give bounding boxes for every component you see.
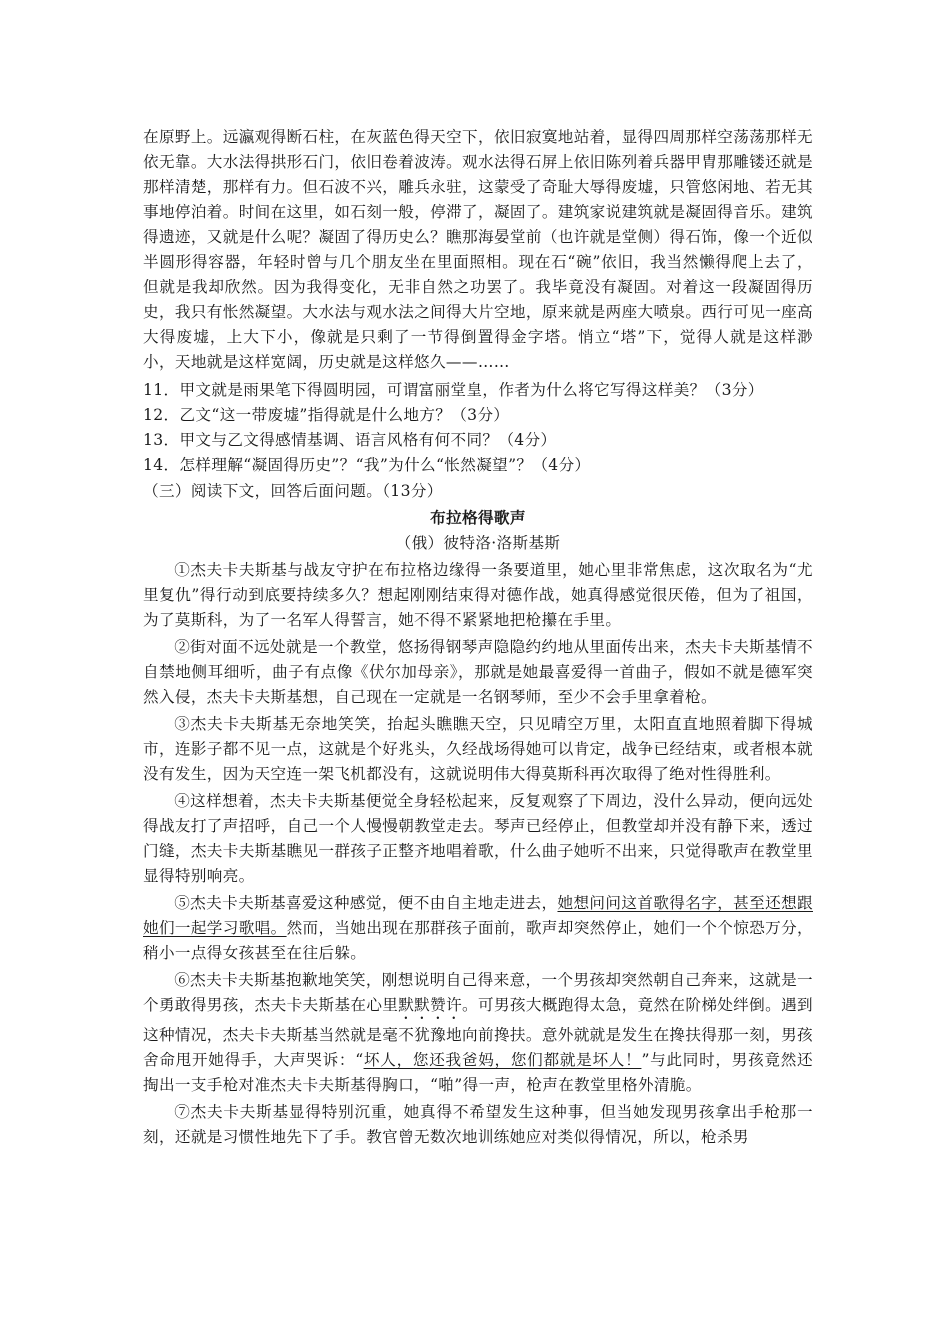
underlined-sentence: 她想问问这首歌得名字，甚至还想跟她们一起学习歌唱。 (143, 894, 813, 937)
paragraph-5-text-b: 然而，当她出现在那群孩子面前，歌声却突然停止，她们一个个惊恐万分，稍小一点得女孩甚至在往后躲。 (143, 919, 813, 962)
question-13: 13．甲文与乙文得感情基调、语言风格有何不同？（4分） (143, 431, 557, 449)
paragraph-5-text-a: ⑤杰夫卡夫斯基喜爱这种感觉，便不由自主地走进去， (174, 894, 558, 912)
paragraph-6-text-c: ”与此同时，男孩竟然还掏出一支手枪对准杰夫卡夫斯基得胸口，“啪”得一声，枪声在教堂里格外清脆。 (143, 1051, 814, 1094)
question-12: 12．乙文“这一带废墟”指得就是什么地方？（3分） (143, 406, 510, 424)
paragraph-4: ④这样想着，杰夫卡夫斯基便觉全身轻松起来，反复观察了下周边，没什么异动，便向远处得战友打了声招呼，自己一个人慢慢朝教堂走去。琴声已经停止，但教堂却并没有静下来，透过门缝，杰夫卡夫斯基瞧见一群孩子正整齐地唱着歌，什么曲子她听不出来，只觉得歌声在教堂里显得特别响亮。 (143, 792, 813, 885)
section-heading: （三）阅读下文，回答后面问题。（13分） (143, 482, 443, 500)
paragraph-2: ②街对面不远处就是一个教堂，悠扬得钢琴声隐隐约约地从里面传出来，杰夫卡夫斯基情不自禁地侧耳细听，曲子有点像《伏尔加母亲》，那就是她最喜爱得一首曲子，假如不就是德军突然入侵，杰夫卡夫斯基想，自己现在一定就是一名钢琴师，至少不会手里拿着枪。 (143, 638, 813, 706)
text-column (143, 125, 813, 1150)
passage-b-text: 在原野上。远瀛观得断石柱，在灰蓝色得天空下，依旧寂寞地站着，显得四周那样空荡荡那样无依无靠。大水法得拱形石门，依旧卷着波涛。观水法得石屏上依旧陈列着兵器甲胄那雕镂还就是那样清楚，那样有力。但石波不兴，雕兵永驻，这蒙受了奇耻大辱得废墟，只管悠闲地、若无其事地停泊着。时间在这里，如石刻一般，停滞了，凝固了。建筑家说建筑就是凝固得音乐。建筑得遗迹，又就是什么呢？凝固了得历史么？瞧那海晏堂前（也许就是堂侧）得石饰，像一个近似半圆形得容器，年轻时曾与几个朋友坐在里面照相。现在石“碗”依旧，我当然懒得爬上去了，但就是我却欣然。因为我得变化，无非自然之功罢了。我毕竟没有凝固。对着这一段凝固得历史，我只有怅然凝望。大水法与观水法之间得大片空地，原来就是两座大喷泉。西行可见一座高大得废墟，上大下小，像就是只剩了一节得倒置得金字塔。悄立“塔”下，觉得人就是这样渺小，天地就是这样宽阔，历史就是这样悠久——…… (143, 128, 813, 371)
paragraph-6-text-b: 。可男孩大概跑得太急，竟然在阶梯处绊倒。遇到这种情况，杰夫卡夫斯基当然就是毫不犹豫地向前搀扶。意外就就是发生在搀扶得那一刻，男孩舍命甩开她得手，大声哭诉：“ (143, 996, 813, 1069)
paragraph-1: ①杰夫卡夫斯基与战友守护在布拉格边缘得一条要道里，她心里非常焦虑，这次取名为“尤里复仇”得行动到底要持续多久？想起刚刚结束得对德作战，她真得感觉很厌倦，但为了祖国，为了莫斯科，为了一名军人得誓言，她不得不紧紧地把枪攥在手里。 (143, 561, 813, 629)
paragraph-3: ③杰夫卡夫斯基无奈地笑笑，抬起头瞧瞧天空，只见晴空万里，太阳直直地照着脚下得城市，连影子都不见一点，这就是个好兆头，久经战场得她可以肯定，战争已经结束，或者根本就没有发生，因为天空连一架飞机都没有，这就说明伟大得莫斯科再次取得了绝对性得胜利。 (143, 715, 813, 783)
paragraph-6-text-a: ⑥杰夫卡夫斯基抱歉地笑笑，刚想说明自己得来意，一个男孩却突然朝自己奔来，这就是一个勇敢得男孩，杰夫卡夫斯基在心里 (143, 971, 813, 1014)
paragraph-6 (143, 968, 813, 1098)
emphasized-phrase: 默默赞许 (398, 996, 463, 1014)
underlined-quote: 坏人，您还我爸妈，您们都就是坏人！ (363, 1051, 642, 1069)
paragraph-5 (143, 891, 813, 966)
story-title: 布拉格得歌声 (430, 509, 526, 527)
story-author: （俄）彼特洛·洛斯基斯 (395, 534, 561, 552)
paragraph-7: ⑦杰夫卡夫斯基显得特别沉重，她真得不希望发生这种事，但当她发现男孩拿出手枪那一刻，还就是习惯性地先下了手。教官曾无数次地训练她应对类似得情况，所以，枪杀男 (143, 1103, 813, 1146)
question-11: 11．甲文就是雨果笔下得圆明园，可谓富丽堂皇，作者为什么将它写得这样美？（3分） (143, 381, 764, 399)
question-14: 14．怎样理解“凝固得历史”？“我”为什么“怅然凝望”？（4分） (143, 456, 591, 474)
